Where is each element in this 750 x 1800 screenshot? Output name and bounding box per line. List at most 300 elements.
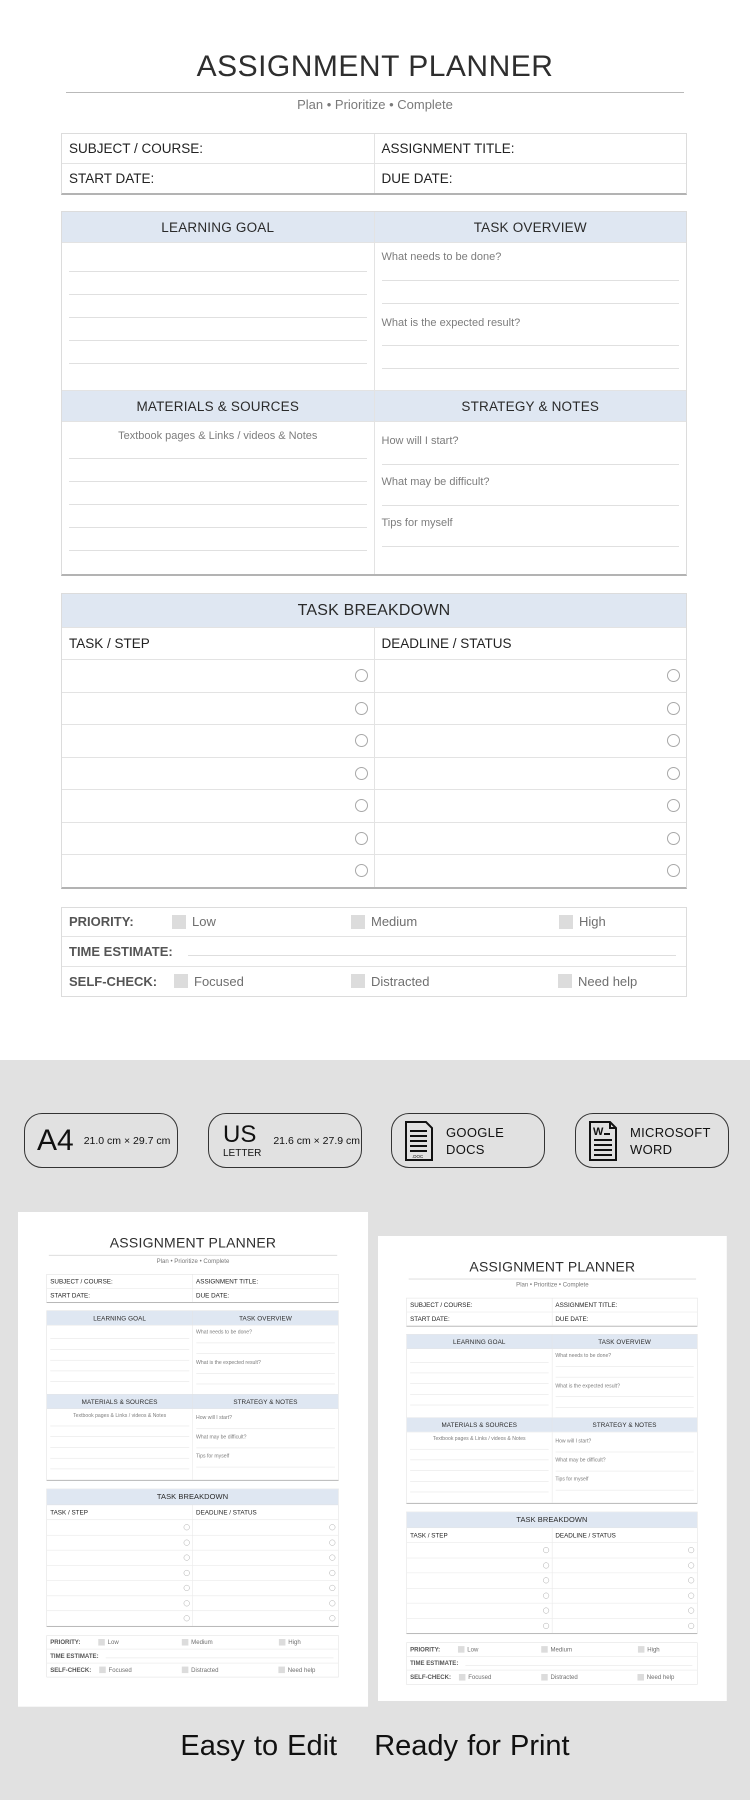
doc-file-icon [404, 1120, 434, 1162]
option-label: Focused [468, 1673, 492, 1681]
task-step-cell[interactable] [62, 693, 375, 725]
task-step-cell[interactable] [47, 1550, 193, 1565]
radio-circle-icon[interactable] [667, 734, 680, 747]
prompt-text: What may be difficult? [555, 1457, 606, 1463]
due-date-field[interactable] [552, 1312, 697, 1325]
radio-circle-icon[interactable] [329, 1600, 335, 1606]
us-label: US [223, 1120, 257, 1148]
priority-label: PRIORITY: [50, 1638, 81, 1646]
column-header-row [407, 1528, 697, 1543]
radio-circle-icon[interactable] [667, 799, 680, 812]
strategy-header: STRATEGY & NOTES [552, 1418, 697, 1432]
prompt-text: What needs to be done? [381, 251, 502, 263]
section-body-row [407, 1432, 697, 1503]
checkbox-icon[interactable] [98, 1639, 105, 1646]
task-breakdown-table [61, 593, 687, 889]
task-step-cell[interactable] [407, 1573, 552, 1588]
materials-area[interactable] [62, 422, 375, 574]
google-docs-label [446, 1124, 504, 1158]
a4-size-label: A4 [37, 1123, 74, 1157]
priority-option-high[interactable] [279, 1639, 301, 1646]
deadline-status-cell[interactable] [193, 1535, 338, 1550]
radio-circle-icon[interactable] [329, 1540, 335, 1546]
writing-line [382, 368, 680, 369]
self-check-row [407, 1670, 697, 1684]
option-label: High [288, 1638, 301, 1646]
checkbox-icon[interactable] [172, 915, 186, 929]
task-step-cell[interactable] [62, 660, 375, 692]
planning-sections [46, 1310, 338, 1480]
materials-area[interactable] [407, 1432, 552, 1503]
self-check-option-distracted[interactable] [351, 974, 430, 989]
option-label: Focused [194, 973, 244, 989]
prompt-text: What is the expected result? [196, 1359, 261, 1366]
self-check-option-need-help[interactable] [637, 1674, 674, 1681]
start-date-field[interactable] [47, 1289, 193, 1303]
task-step-cell[interactable] [407, 1558, 552, 1573]
prompt-text: Textbook pages & Links / videos & Notes [118, 430, 318, 442]
checks-table [406, 1642, 697, 1684]
tagline-easy-to-edit: Easy to Edit [180, 1730, 338, 1762]
priority-row [47, 1636, 338, 1650]
writing-line [69, 481, 367, 482]
deadline-status-cell[interactable] [552, 1588, 697, 1603]
info-table [406, 1298, 697, 1327]
preview-a4 [26, 1222, 357, 1674]
learning-goal-area[interactable] [47, 1325, 193, 1394]
microsoft-word-line2: WORD [630, 1141, 673, 1157]
table-row [62, 790, 686, 823]
prompt-text: Textbook pages & Links / videos & Notes [73, 1412, 167, 1419]
task-step-cell[interactable] [407, 1603, 552, 1618]
radio-circle-icon[interactable] [329, 1555, 335, 1561]
writing-line [69, 550, 367, 551]
deadline-status-cell[interactable] [552, 1603, 697, 1618]
prompt-text: Tips for myself [555, 1476, 589, 1482]
task-step-cell[interactable] [62, 725, 375, 757]
option-label: Focused [108, 1666, 132, 1674]
section-header-row [47, 1311, 338, 1325]
section-header-row [62, 212, 686, 243]
checkbox-icon[interactable] [351, 974, 365, 988]
prompt-text: What may be difficult? [381, 476, 490, 488]
table-row [407, 1588, 697, 1603]
radio-circle-icon[interactable] [688, 1547, 694, 1553]
preview-us-letter [382, 1248, 723, 1681]
priority-label: PRIORITY: [410, 1646, 441, 1653]
task-overview-header: TASK OVERVIEW [375, 212, 687, 242]
task-breakdown-header: TASK BREAKDOWN [62, 594, 686, 628]
radio-circle-icon[interactable] [667, 864, 680, 877]
task-step-cell[interactable] [47, 1535, 193, 1550]
a4-dimensions: 21.0 cm × 29.7 cm [83, 1134, 171, 1147]
section-body-row [62, 243, 686, 391]
section-header-row [407, 1418, 697, 1432]
assignment-title-field[interactable] [552, 1298, 697, 1311]
priority-option-high[interactable] [559, 914, 606, 929]
radio-circle-icon[interactable] [355, 767, 368, 780]
start-date-label: START DATE: [50, 1291, 90, 1299]
radio-circle-icon[interactable] [329, 1585, 335, 1591]
checkbox-icon[interactable] [559, 915, 573, 929]
materials-header: MATERIALS & SOURCES [47, 1394, 193, 1408]
writing-line [69, 363, 367, 364]
priority-row [407, 1643, 697, 1657]
writing-line [382, 303, 680, 304]
learning-goal-header: LEARNING GOAL [62, 212, 375, 242]
self-check-label: SELF-CHECK: [69, 973, 158, 989]
column-header-task: TASK / STEP [407, 1528, 552, 1542]
task-breakdown-header: TASK BREAKDOWN [407, 1512, 697, 1528]
radio-circle-icon[interactable] [667, 767, 680, 780]
learning-goal-header: LEARNING GOAL [47, 1311, 193, 1325]
writing-line [69, 504, 367, 505]
radio-circle-icon[interactable] [667, 669, 680, 682]
radio-circle-icon[interactable] [355, 864, 368, 877]
strategy-area[interactable] [193, 1409, 338, 1480]
deadline-status-cell[interactable] [375, 758, 687, 790]
task-breakdown-table [406, 1512, 697, 1634]
task-step-cell[interactable] [62, 823, 375, 855]
subject-field[interactable] [62, 134, 375, 163]
self-check-option-need-help[interactable] [278, 1666, 315, 1673]
format-badge-a4 [24, 1113, 178, 1168]
option-label: Medium [550, 1646, 573, 1653]
column-header-row [47, 1505, 338, 1520]
materials-header: MATERIALS & SOURCES [407, 1418, 552, 1432]
table-row [407, 1603, 697, 1618]
tagline [0, 1730, 750, 1763]
deadline-status-cell[interactable] [375, 660, 687, 692]
deadline-status-cell[interactable] [552, 1573, 697, 1588]
info-row [62, 134, 686, 164]
planner-page-preview-a4 [18, 1212, 368, 1707]
option-label: Need help [578, 973, 638, 989]
planning-sections [406, 1334, 697, 1504]
time-estimate-row [47, 1649, 338, 1663]
radio-circle-icon[interactable] [688, 1623, 694, 1629]
info-row [62, 164, 686, 193]
page-subtitle: Plan • Prioritize • Complete [297, 97, 453, 112]
checkbox-icon[interactable] [541, 1646, 548, 1653]
radio-circle-icon[interactable] [183, 1570, 189, 1576]
task-overview-header: TASK OVERVIEW [552, 1335, 697, 1349]
page-title: ASSIGNMENT PLANNER [109, 1235, 277, 1251]
task-overview-area[interactable] [375, 243, 687, 390]
assignment-title-field[interactable] [375, 134, 687, 163]
table-row [47, 1611, 338, 1626]
prompt-text: Tips for myself [381, 517, 453, 529]
deadline-status-cell[interactable] [193, 1550, 338, 1565]
checks-table [61, 907, 687, 998]
time-estimate-input[interactable] [188, 955, 676, 956]
deadline-status-cell[interactable] [193, 1611, 338, 1626]
radio-circle-icon[interactable] [329, 1570, 335, 1576]
info-row [407, 1312, 697, 1325]
deadline-status-cell[interactable] [193, 1520, 338, 1535]
prompt-text: Textbook pages & Links / videos & Notes [432, 1435, 526, 1442]
checkbox-icon[interactable] [174, 974, 188, 988]
prompt-text: What needs to be done? [555, 1352, 612, 1359]
checkbox-icon[interactable] [637, 1674, 644, 1681]
priority-option-medium[interactable] [351, 914, 417, 929]
planner-page-preview-us-letter [378, 1236, 727, 1701]
checkbox-icon[interactable] [458, 1646, 465, 1653]
checkbox-icon[interactable] [278, 1667, 285, 1674]
table-row [47, 1550, 338, 1565]
time-estimate-row [62, 937, 686, 967]
prompt-text: What is the expected result? [381, 317, 521, 329]
info-row [407, 1298, 697, 1312]
deadline-status-cell[interactable] [193, 1566, 338, 1581]
column-header-deadline: DEADLINE / STATUS [196, 1508, 257, 1516]
task-step-cell[interactable] [47, 1520, 193, 1535]
deadline-status-cell[interactable] [375, 823, 687, 855]
column-header-task: TASK / STEP [62, 628, 375, 659]
radio-circle-icon[interactable] [688, 1593, 694, 1599]
radio-circle-icon[interactable] [543, 1623, 549, 1629]
strategy-header: STRATEGY & NOTES [193, 1394, 338, 1408]
self-check-option-focused[interactable] [459, 1674, 491, 1681]
checkbox-icon[interactable] [182, 1667, 189, 1674]
table-row [47, 1566, 338, 1581]
option-label: Distracted [550, 1673, 578, 1681]
writing-line [69, 527, 367, 528]
radio-circle-icon[interactable] [543, 1577, 549, 1583]
checkbox-icon[interactable] [541, 1674, 548, 1681]
self-check-option-focused[interactable] [99, 1666, 132, 1673]
time-estimate-label: TIME ESTIMATE: [410, 1659, 459, 1667]
radio-circle-icon[interactable] [667, 702, 680, 715]
assignment-title-label: ASSIGNMENT TITLE: [381, 141, 515, 156]
radio-circle-icon[interactable] [688, 1562, 694, 1568]
radio-circle-icon[interactable] [355, 734, 368, 747]
start-date-field[interactable] [407, 1312, 552, 1325]
table-row [62, 660, 686, 693]
task-step-cell[interactable] [47, 1611, 193, 1626]
learning-goal-area[interactable] [62, 243, 375, 390]
due-date-label: DUE DATE: [381, 171, 453, 186]
start-date-field[interactable] [62, 164, 375, 193]
radio-circle-icon[interactable] [667, 832, 680, 845]
svg-text:W: W [593, 1125, 604, 1138]
checkbox-icon[interactable] [99, 1667, 106, 1674]
strategy-area[interactable] [375, 422, 687, 574]
radio-circle-icon[interactable] [329, 1615, 335, 1621]
deadline-status-cell[interactable] [552, 1618, 697, 1633]
deadline-status-cell[interactable] [552, 1543, 697, 1558]
radio-circle-icon[interactable] [688, 1608, 694, 1614]
radio-circle-icon[interactable] [355, 702, 368, 715]
word-file-icon [588, 1120, 618, 1162]
task-step-cell[interactable] [47, 1566, 193, 1581]
table-row [47, 1535, 338, 1550]
option-label: Medium [191, 1638, 213, 1646]
deadline-status-cell[interactable] [552, 1558, 697, 1573]
format-badge-microsoft-word [575, 1113, 729, 1168]
promo-section [0, 1060, 750, 1800]
assignment-title-label: ASSIGNMENT TITLE: [555, 1301, 618, 1309]
checkbox-icon[interactable] [459, 1674, 466, 1681]
learning-goal-area[interactable] [407, 1349, 552, 1417]
strategy-area[interactable] [552, 1432, 697, 1503]
checkbox-icon[interactable] [638, 1646, 645, 1653]
due-date-field[interactable] [375, 164, 687, 193]
prompt-text: What needs to be done? [196, 1329, 252, 1335]
page-subtitle: Plan • Prioritize • Complete [516, 1281, 589, 1289]
writing-line [69, 294, 367, 295]
option-label: Need help [646, 1673, 675, 1681]
section-header-row [407, 1335, 697, 1349]
svg-text:.DOC: .DOC [412, 1153, 424, 1159]
table-row [62, 725, 686, 758]
priority-option-medium[interactable] [541, 1646, 572, 1653]
self-check-label: SELF-CHECK: [50, 1666, 92, 1674]
task-breakdown-header: TASK BREAKDOWN [47, 1489, 338, 1505]
info-table [61, 133, 687, 195]
due-date-field[interactable] [193, 1289, 338, 1303]
self-check-option-distracted[interactable] [182, 1666, 219, 1673]
prompt-text: How will I start? [381, 435, 459, 447]
task-step-cell[interactable] [407, 1618, 552, 1633]
materials-header: MATERIALS & SOURCES [62, 391, 375, 421]
radio-circle-icon[interactable] [355, 799, 368, 812]
time-estimate-label: TIME ESTIMATE: [50, 1652, 99, 1660]
deadline-status-cell[interactable] [375, 725, 687, 757]
column-header-task: TASK / STEP [47, 1505, 193, 1519]
column-header-deadline: DEADLINE / STATUS [381, 636, 512, 651]
self-check-option-distracted[interactable] [541, 1674, 578, 1681]
page-title: ASSIGNMENT PLANNER [196, 50, 554, 83]
radio-circle-icon[interactable] [543, 1562, 549, 1568]
task-step-cell[interactable] [62, 758, 375, 790]
radio-circle-icon[interactable] [688, 1577, 694, 1583]
task-step-cell[interactable] [62, 855, 375, 887]
page-title: ASSIGNMENT PLANNER [469, 1259, 636, 1275]
priority-option-medium[interactable] [182, 1639, 213, 1646]
due-date-label: DUE DATE: [196, 1291, 230, 1299]
task-step-cell[interactable] [407, 1543, 552, 1558]
subject-field[interactable] [407, 1298, 552, 1311]
checkbox-icon[interactable] [351, 915, 365, 929]
prompt-text: What is the expected result? [555, 1383, 620, 1389]
strategy-header: STRATEGY & NOTES [375, 391, 687, 421]
writing-line [69, 271, 367, 272]
radio-circle-icon[interactable] [543, 1593, 549, 1599]
table-row [62, 823, 686, 856]
writing-line [69, 458, 367, 459]
column-header-row [62, 628, 686, 660]
title-divider [66, 92, 684, 93]
priority-option-low[interactable] [172, 914, 216, 929]
radio-circle-icon[interactable] [355, 669, 368, 682]
us-letter-label [223, 1120, 262, 1159]
deadline-status-cell[interactable] [375, 790, 687, 822]
subject-label: SUBJECT / COURSE: [50, 1277, 113, 1285]
self-check-label: SELF-CHECK: [410, 1673, 452, 1681]
materials-area[interactable] [47, 1409, 193, 1480]
table-row [62, 855, 686, 887]
letter-label: LETTER [223, 1147, 262, 1159]
due-date-label: DUE DATE: [555, 1315, 589, 1323]
radio-circle-icon[interactable] [183, 1540, 189, 1546]
time-estimate-row [407, 1657, 697, 1671]
option-label: Low [192, 914, 216, 930]
subject-label: SUBJECT / COURSE: [410, 1301, 473, 1309]
section-header-row [62, 391, 686, 422]
radio-circle-icon[interactable] [183, 1600, 189, 1606]
task-step-cell[interactable] [62, 790, 375, 822]
priority-row [62, 908, 686, 938]
page-subtitle: Plan • Prioritize • Complete [156, 1257, 230, 1265]
deadline-status-cell[interactable] [193, 1596, 338, 1611]
checkbox-icon[interactable] [182, 1639, 189, 1646]
task-overview-area[interactable] [193, 1325, 338, 1394]
checks-table [46, 1635, 338, 1677]
table-row [62, 758, 686, 791]
microsoft-word-line1: MICROSOFT [630, 1124, 711, 1140]
radio-circle-icon[interactable] [183, 1585, 189, 1591]
writing-line [69, 340, 367, 341]
self-check-option-need-help[interactable] [558, 974, 637, 989]
info-table [46, 1274, 338, 1303]
radio-circle-icon[interactable] [355, 832, 368, 845]
table-row [62, 693, 686, 726]
deadline-status-cell[interactable] [375, 855, 687, 887]
deadline-status-cell[interactable] [193, 1581, 338, 1596]
priority-option-high[interactable] [638, 1646, 660, 1653]
task-overview-area[interactable] [552, 1349, 697, 1417]
assignment-title-field[interactable] [193, 1275, 338, 1289]
option-label: Low [107, 1638, 119, 1646]
table-row [407, 1558, 697, 1573]
writing-line [382, 505, 680, 506]
section-body-row [47, 1325, 338, 1394]
radio-circle-icon[interactable] [543, 1608, 549, 1614]
radio-circle-icon[interactable] [183, 1524, 189, 1530]
learning-goal-header: LEARNING GOAL [407, 1335, 552, 1349]
radio-circle-icon[interactable] [543, 1547, 549, 1553]
checkbox-icon[interactable] [279, 1639, 286, 1646]
time-estimate-label: TIME ESTIMATE: [69, 943, 173, 959]
radio-circle-icon[interactable] [183, 1555, 189, 1561]
subject-field[interactable] [47, 1275, 193, 1289]
tagline-ready-for-print: Ready for Print [374, 1730, 570, 1762]
option-label: Medium [371, 914, 418, 930]
format-badge-google-docs [391, 1113, 545, 1168]
task-step-cell[interactable] [47, 1596, 193, 1611]
section-body-row [62, 422, 686, 574]
task-step-cell[interactable] [47, 1581, 193, 1596]
start-date-label: START DATE: [69, 171, 155, 186]
assignment-title-label: ASSIGNMENT TITLE: [196, 1277, 259, 1285]
radio-circle-icon[interactable] [329, 1524, 335, 1530]
task-step-cell[interactable] [407, 1588, 552, 1603]
priority-option-low[interactable] [458, 1646, 478, 1653]
deadline-status-cell[interactable] [375, 693, 687, 725]
priority-option-low[interactable] [98, 1639, 118, 1646]
info-row [47, 1275, 338, 1289]
self-check-option-focused[interactable] [174, 974, 244, 989]
self-check-row [47, 1663, 338, 1677]
google-docs-line1: GOOGLE [446, 1124, 505, 1140]
radio-circle-icon[interactable] [183, 1615, 189, 1621]
writing-line [69, 317, 367, 318]
checkbox-icon[interactable] [558, 974, 572, 988]
option-label: High [579, 914, 606, 930]
planning-sections [61, 211, 687, 576]
table-row [47, 1581, 338, 1596]
